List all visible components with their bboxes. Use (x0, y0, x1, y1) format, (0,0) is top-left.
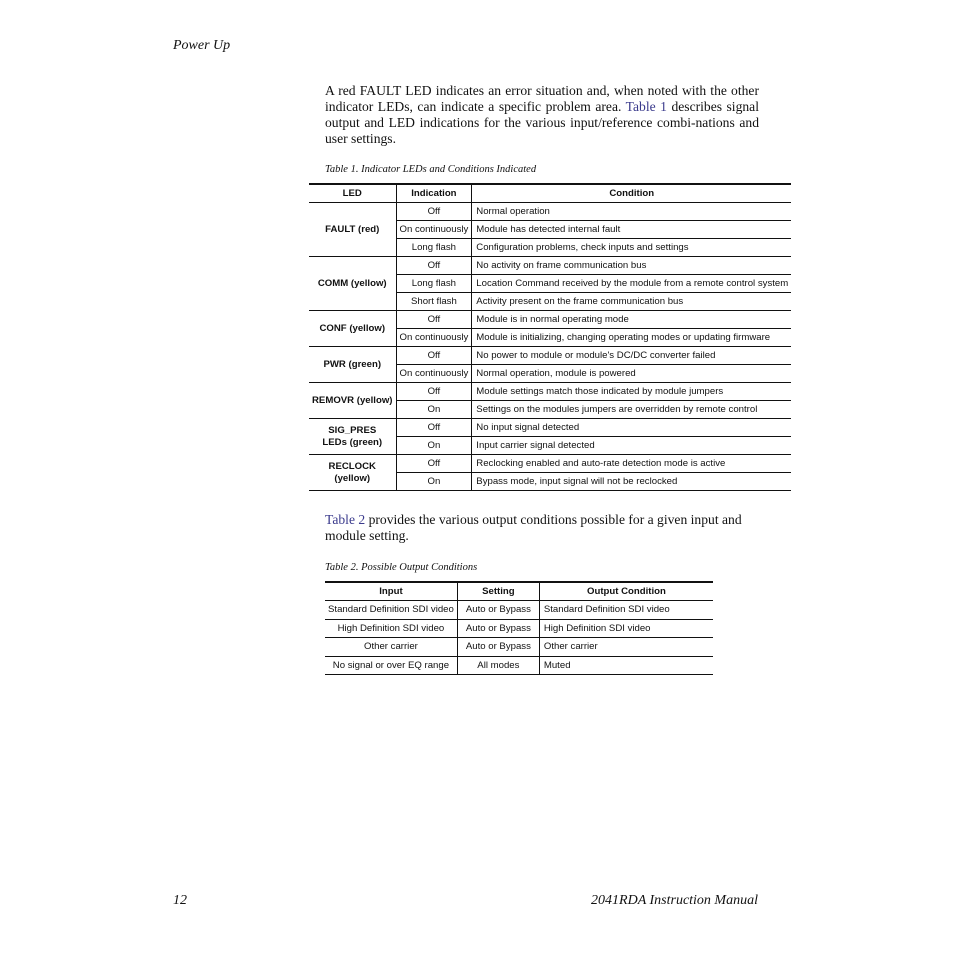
led-comm: COMM (yellow) (309, 257, 396, 311)
manual-title: 2041RDA Instruction Manual (591, 893, 758, 908)
condition-cell: No activity on frame communication bus (472, 257, 791, 275)
led-label-line1: SIG_PRES (328, 424, 377, 436)
table1-caption: Table 1. Indicator LEDs and Conditions Indicated (325, 164, 537, 175)
condition-cell: Activity present on the frame communication bus (472, 293, 791, 311)
indication-cell: On (396, 473, 472, 491)
indication-cell: Off (396, 347, 472, 365)
table-row (309, 383, 791, 401)
table1-link[interactable]: Table 1 (625, 99, 667, 114)
condition-cell: Module is initializing, changing operating modes or updating firmware (472, 329, 791, 347)
condition-cell: Normal operation (472, 203, 791, 221)
indication-cell: Long flash (396, 275, 472, 293)
table-row (325, 638, 713, 657)
led-label-line1: RECLOCK (328, 460, 376, 472)
table-row (309, 257, 791, 275)
table-row (309, 203, 791, 221)
table-row (309, 419, 791, 437)
indication-cell: On (396, 401, 472, 419)
indication-cell: Off (396, 383, 472, 401)
condition-cell: Input carrier signal detected (472, 437, 791, 455)
indication-cell: Long flash (396, 239, 472, 257)
table-row (309, 311, 791, 329)
condition-cell: Reclocking enabled and auto-rate detection mode is active (472, 455, 791, 473)
col-header-input: Input (325, 582, 457, 601)
col-header-condition: Condition (472, 184, 791, 203)
table2-link[interactable]: Table 2 (325, 512, 366, 527)
indication-cell: Off (396, 455, 472, 473)
condition-cell: Settings on the modules jumpers are overridden by remote control (472, 401, 791, 419)
table-row (309, 455, 791, 473)
condition-cell: Bypass mode, input signal will not be reclocked (472, 473, 791, 491)
output-text-after: provides the various output conditions possible for a given input and module setting. (325, 512, 742, 543)
condition-cell: No power to module or module's DC/DC converter failed (472, 347, 791, 365)
condition-cell: Module is in normal operating mode (472, 311, 791, 329)
indication-cell: On continuously (396, 365, 472, 383)
col-header-led: LED (309, 184, 396, 203)
led-indicator-table (309, 183, 791, 491)
table-row (309, 347, 791, 365)
indication-cell: On (396, 437, 472, 455)
setting-cell: Auto or Bypass (457, 619, 539, 638)
led-sig-pres (309, 419, 396, 455)
led-removr: REMOVR (yellow) (309, 383, 396, 419)
output-cell: High Definition SDI video (539, 619, 713, 638)
led-label-line2: LEDs (green) (322, 436, 383, 448)
condition-cell: No input signal detected (472, 419, 791, 437)
led-label-line2: (yellow) (334, 472, 371, 484)
input-cell: Other carrier (325, 638, 457, 657)
col-header-setting: Setting (457, 582, 539, 601)
condition-cell: Module settings match those indicated by module jumpers (472, 383, 791, 401)
indication-cell: On continuously (396, 329, 472, 347)
table-row (325, 619, 713, 638)
setting-cell: All modes (457, 656, 539, 675)
condition-cell: Module has detected internal fault (472, 221, 791, 239)
table2-header-row (325, 582, 713, 601)
led-reclock (309, 455, 396, 491)
indication-cell: Off (396, 419, 472, 437)
table2-caption: Table 2. Possible Output Conditions (325, 562, 478, 573)
col-header-indication: Indication (396, 184, 472, 203)
condition-cell: Configuration problems, check inputs and settings (472, 239, 791, 257)
intro-paragraph (325, 83, 759, 147)
indication-cell: On continuously (396, 221, 472, 239)
input-cell: High Definition SDI video (325, 619, 457, 638)
col-header-output-condition: Output Condition (539, 582, 713, 601)
indication-cell: Off (396, 257, 472, 275)
page-number: 12 (173, 893, 187, 908)
intro-text-after: describes signal output and LED indications for the various input/reference combi-nations and user settings. (325, 99, 759, 146)
table-row (325, 656, 713, 675)
running-header: Power Up (173, 38, 231, 53)
led-conf: CONF (yellow) (309, 311, 396, 347)
table1-header-row (309, 184, 791, 203)
input-cell: No signal or over EQ range (325, 656, 457, 675)
input-cell: Standard Definition SDI video (325, 601, 457, 620)
led-pwr: PWR (green) (309, 347, 396, 383)
indication-cell: Short flash (396, 293, 472, 311)
output-cell: Muted (539, 656, 713, 675)
indication-cell: Off (396, 311, 472, 329)
setting-cell: Auto or Bypass (457, 601, 539, 620)
indication-cell: Off (396, 203, 472, 221)
condition-cell: Normal operation, module is powered (472, 365, 791, 383)
setting-cell: Auto or Bypass (457, 638, 539, 657)
led-fault: FAULT (red) (309, 203, 396, 257)
output-paragraph (325, 512, 759, 544)
intro-text-before: A red FAULT LED indicates an error situation and, when noted with the other indicator LEDs, can indicate a specific problem area. (325, 83, 759, 114)
output-cell: Standard Definition SDI video (539, 601, 713, 620)
output-cell: Other carrier (539, 638, 713, 657)
table-row (325, 601, 713, 620)
output-conditions-table (325, 581, 713, 675)
condition-cell: Location Command received by the module from a remote control system (472, 275, 791, 293)
